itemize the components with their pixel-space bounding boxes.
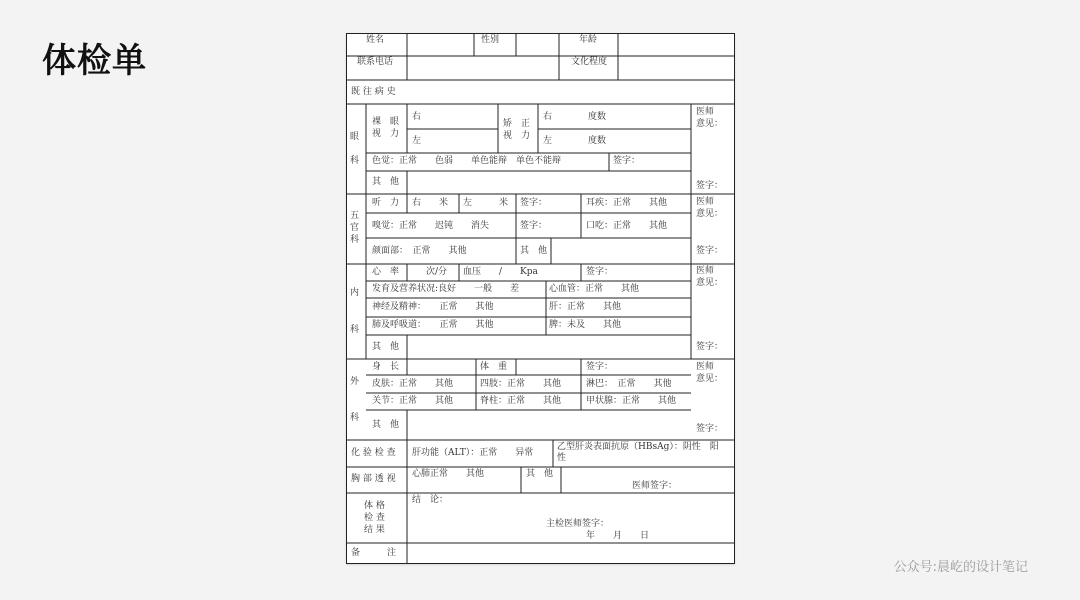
skin-options: 皮肤：正常 其他 <box>372 379 454 389</box>
hearing-label: 听 力 <box>372 198 400 208</box>
heart-rate-unit: 次/分 <box>426 267 448 277</box>
ear-disease-options: 耳疾：正常 其他 <box>586 198 668 208</box>
ent-dept-label-2: 官 <box>350 223 360 233</box>
lymph-options: 淋巴： 正常 其他 <box>586 379 672 389</box>
liver-options: 肝：正常 其他 <box>549 302 622 312</box>
chest-xray-label: 胸 部 透 视 <box>351 474 396 484</box>
remarks-label: 备 注 <box>351 548 397 558</box>
page-title: 体检单 <box>42 41 147 81</box>
phone-label: 联系电话 <box>357 57 394 67</box>
education-label: 文化程度 <box>571 57 608 67</box>
surgery-doctor-opinion-1: 医师 <box>696 362 715 372</box>
exam-result-label-2: 检 查 <box>364 513 385 523</box>
face-options: 颜面部： 正常 其他 <box>372 246 467 256</box>
eye-other-label: 其 他 <box>372 177 400 187</box>
hearing-left: 左 米 <box>463 198 509 208</box>
smell-options: 嗅觉：正常 迟钝 消失 <box>372 221 490 231</box>
sign-date: 年 月 日 <box>586 531 650 541</box>
ent-sign-1: 签字： <box>520 198 548 208</box>
watermark: 公众号:晨屹的设计笔记 <box>893 560 1028 575</box>
internal-other-label: 其 他 <box>372 342 400 352</box>
height-label: 身 长 <box>372 362 400 372</box>
internal-doctor-opinion-2: 意见： <box>696 278 724 288</box>
chest-doctor-sign: 医师签字： <box>632 481 678 491</box>
internal-dept-label-1: 内 <box>350 288 360 298</box>
ent-doctor-opinion-1: 医师 <box>696 197 715 207</box>
blood-pressure-label: 血压 / Kpa <box>463 267 538 277</box>
ent-other-label: 其 他 <box>520 246 548 256</box>
lab-test-label: 化 验 检 查 <box>351 448 396 458</box>
eye-doctor-sign: 签字： <box>696 181 724 191</box>
corrected-vision-label-2: 视 力 <box>503 131 531 141</box>
eye-dept-label-1: 眼 <box>350 132 360 142</box>
development-options: 发育及营养状况:良好 一般 差 <box>372 284 520 294</box>
age-label: 年龄 <box>579 35 598 45</box>
heart-rate-label: 心 率 <box>372 267 400 277</box>
hearing-right: 右 米 <box>412 198 449 208</box>
naked-left-label: 左 <box>412 136 422 146</box>
lung-options: 肺及呼吸道： 正常 其他 <box>372 320 494 330</box>
eye-doctor-opinion-1: 医师 <box>696 107 715 117</box>
name-label: 姓名 <box>366 35 385 45</box>
corrected-vision-label-1: 矫 正 <box>503 119 531 129</box>
eye-sign-label: 签字： <box>613 156 641 166</box>
surgery-doctor-opinion-2: 意见： <box>696 374 724 384</box>
surgery-other-label: 其 他 <box>372 420 400 430</box>
stutter-options: 口吃：正常 其他 <box>586 221 668 231</box>
ent-doctor-sign: 签字： <box>696 246 724 256</box>
conclusion-label: 结 论： <box>412 495 449 505</box>
spleen-options: 脾：未及 其他 <box>549 320 622 330</box>
naked-vision-label-1: 裸 眼 <box>372 117 400 127</box>
gender-label: 性别 <box>481 35 500 45</box>
internal-dept-label-2: 科 <box>350 325 360 335</box>
surgery-dept-label-2: 科 <box>350 413 360 423</box>
surgery-sign-label: 签字： <box>586 362 614 372</box>
joints-options: 关节：正常 其他 <box>372 396 454 406</box>
hbsag-options: 乙型肝炎表面抗原（HBsAg）：阴性 阳性 <box>557 442 719 463</box>
naked-right-label: 右 <box>412 112 422 122</box>
nerve-options: 神经及精神： 正常 其他 <box>372 302 494 312</box>
ent-dept-label-3: 科 <box>350 235 360 245</box>
exam-result-label-1: 体 格 <box>364 501 385 511</box>
eye-dept-label-2: 科 <box>350 156 360 166</box>
chest-other-label: 其 他 <box>526 469 554 479</box>
weight-label: 体 重 <box>480 362 508 372</box>
spine-options: 脊柱：正常 其他 <box>480 396 562 406</box>
color-vision-options: 色觉：正常 色弱 单色能辩 单色不能辩 <box>372 156 562 166</box>
internal-sign-label: 签字： <box>586 267 614 277</box>
liver-function-options: 肝功能（ALT）：正常 异常 <box>412 448 534 458</box>
medical-history-label: 既 往 病 史 <box>351 87 396 97</box>
limbs-options: 四肢：正常 其他 <box>480 379 562 389</box>
eye-doctor-opinion-2: 意见： <box>696 119 724 129</box>
exam-result-label-3: 结 果 <box>364 525 385 535</box>
corrected-left-degree: 左 度数 <box>543 136 607 146</box>
chief-doctor-sign: 主检医师签字： <box>546 519 610 529</box>
thyroid-options: 甲状腺：正常 其他 <box>586 396 677 406</box>
surgery-dept-label-1: 外 <box>350 377 360 387</box>
cardio-options: 心血管：正常 其他 <box>549 284 640 294</box>
ent-sign-2: 签字： <box>520 221 548 231</box>
medical-exam-form <box>346 33 735 564</box>
internal-doctor-sign: 签字： <box>696 342 724 352</box>
internal-doctor-opinion-1: 医师 <box>696 266 715 276</box>
corrected-right-degree: 右 度数 <box>543 112 607 122</box>
ent-dept-label-1: 五 <box>350 211 360 221</box>
naked-vision-label-2: 视 力 <box>372 129 400 139</box>
heart-lung-options: 心肺正常 其他 <box>412 469 485 479</box>
ent-doctor-opinion-2: 意见： <box>696 209 724 219</box>
surgery-doctor-sign: 签字： <box>696 424 724 434</box>
